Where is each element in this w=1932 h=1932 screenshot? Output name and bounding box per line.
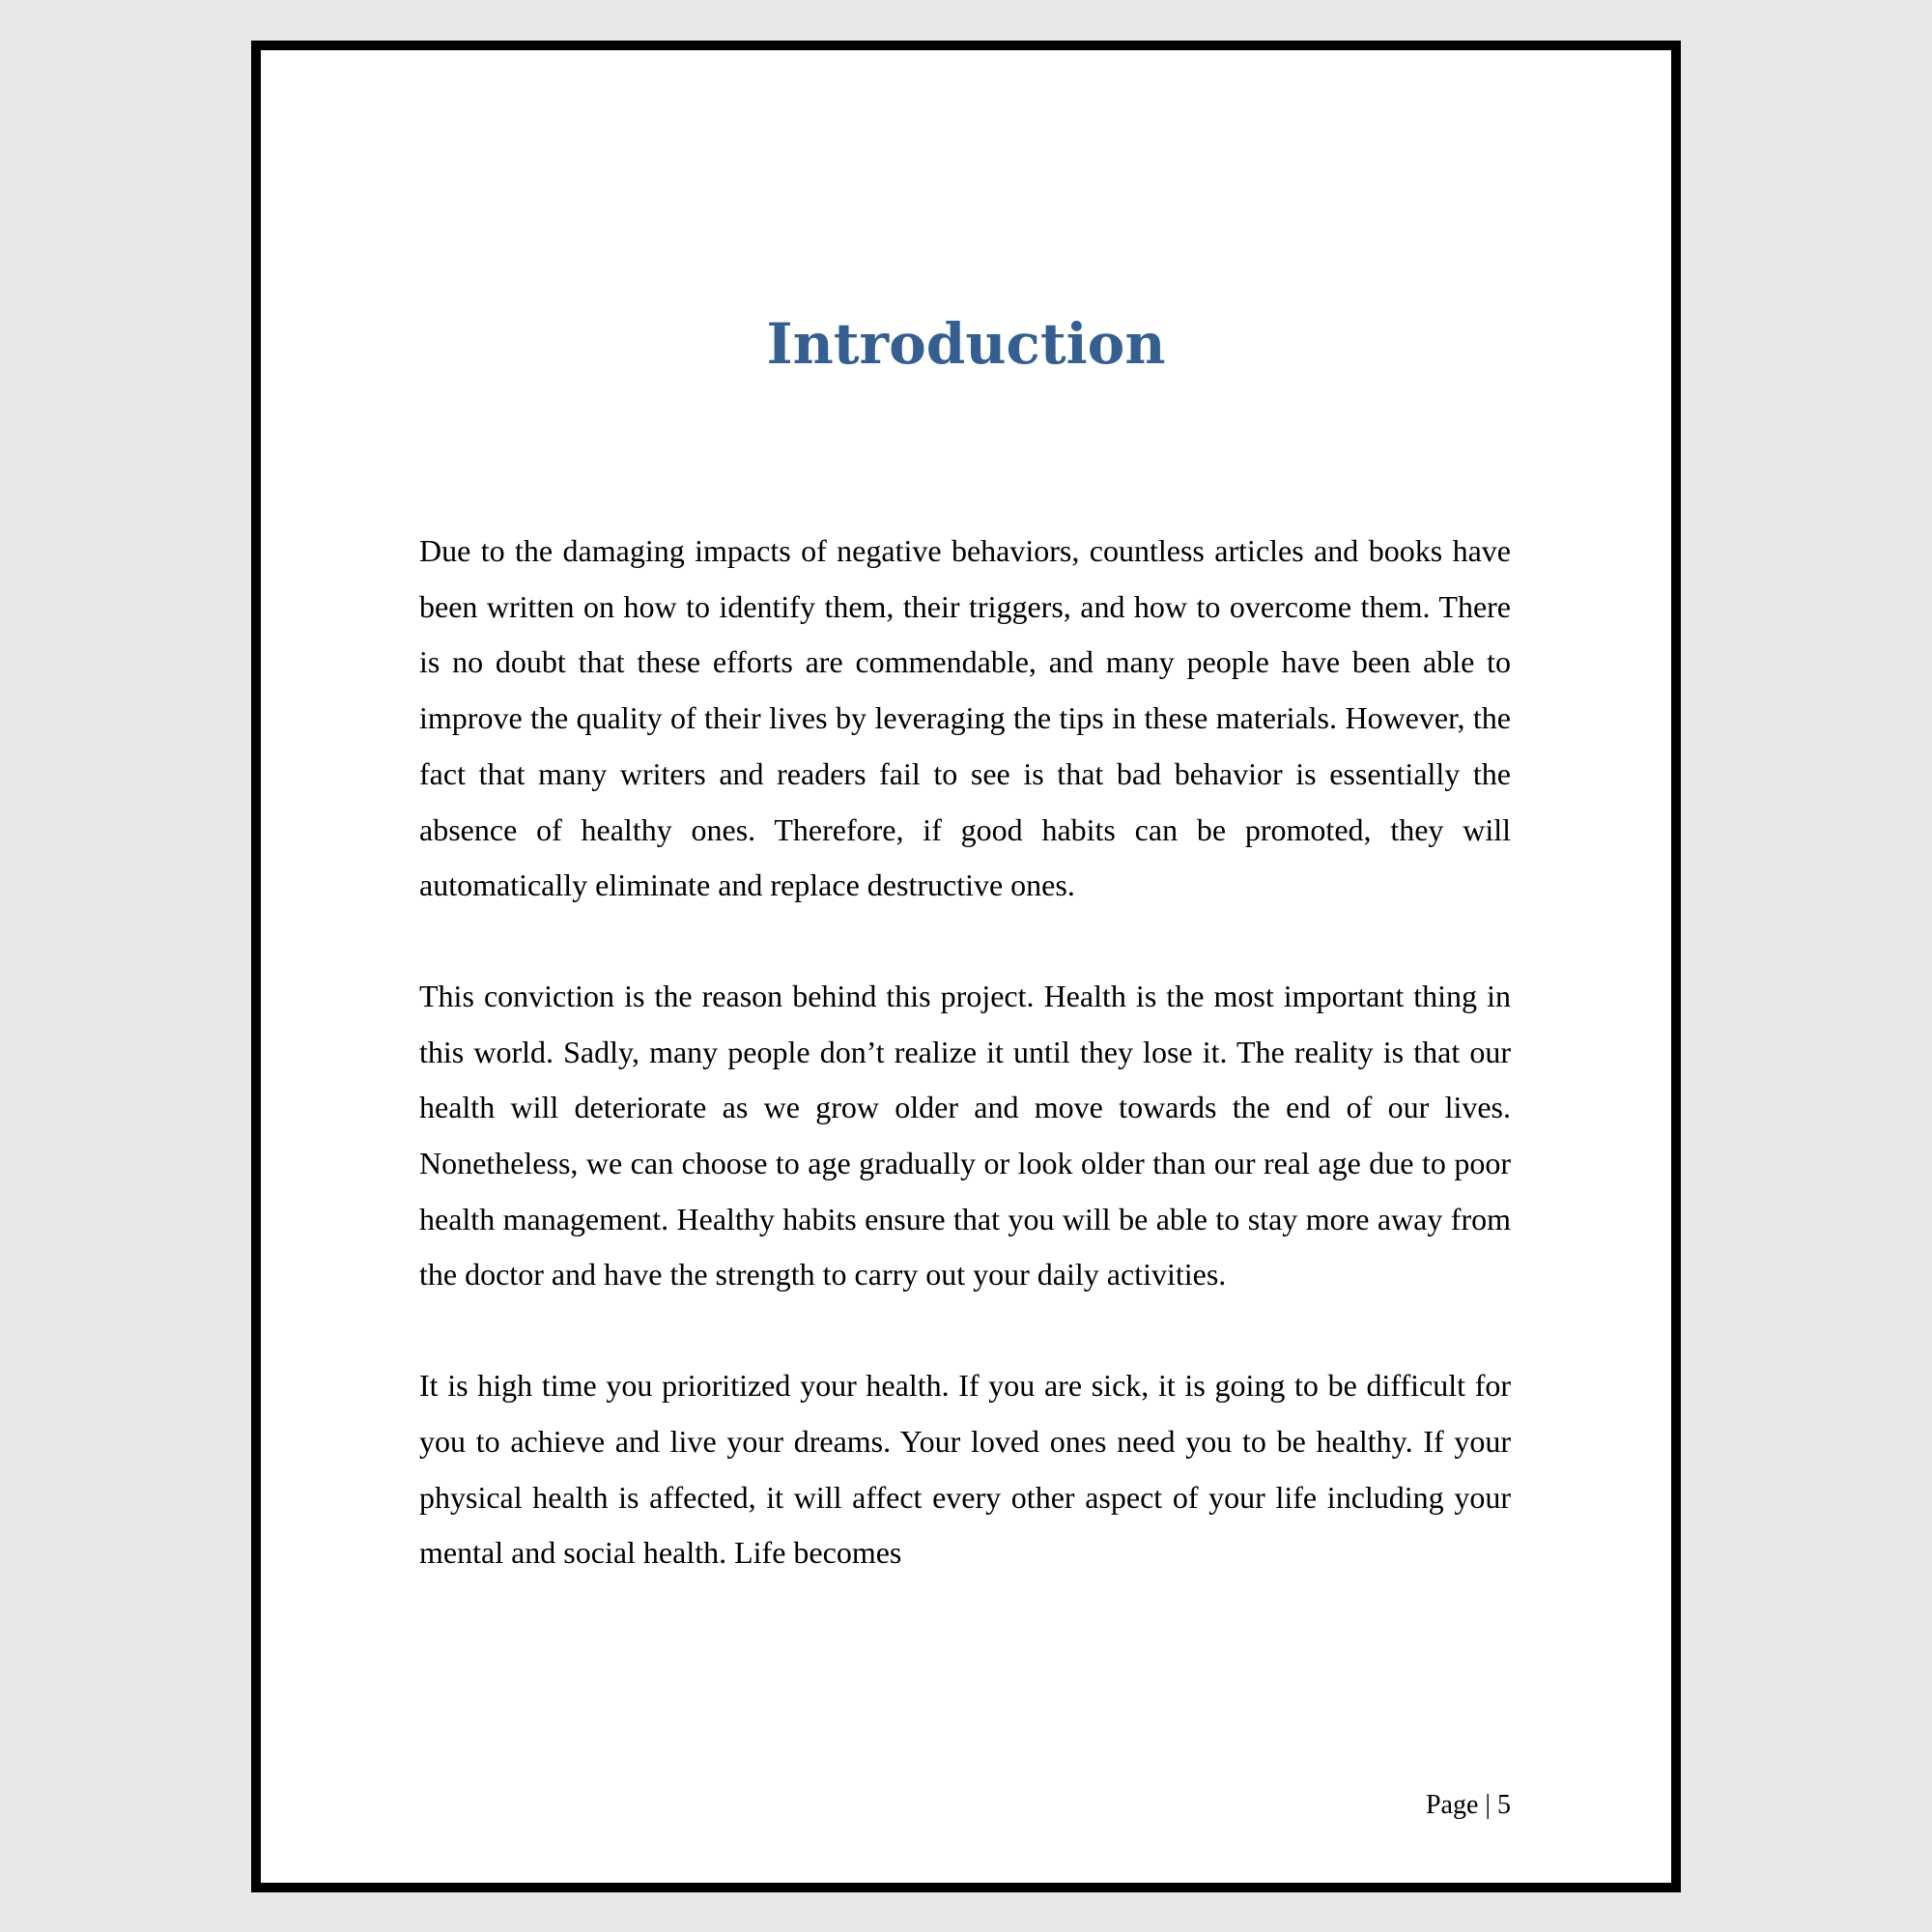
- paragraph-3: It is high time you prioritized your health. If you are sick, it is going to be difficult for you to achieve and live your dreams. Your loved ones need you to be healthy. If your physical health is affected, it will affect every other aspect of your life including your mental and social health. Life becomes: [419, 1368, 1511, 1571]
- body-text: [419, 524, 1511, 1636]
- paragraph-1: Due to the damaging impacts of negative behaviors, countless articles and books have been written on how to identify them, their triggers, and how to overcome them. There is no doubt that these efforts are commendable, and many people have been able to improve the quality of their lives by leveraging the tips in these materials. However, the fact that many writers and readers fail to see is that bad behavior is essentially the absence of healthy ones. Therefore, if good habits can be promoted, they will automatically eliminate and replace destructive ones.: [419, 533, 1511, 903]
- chapter-title: Introduction: [766, 311, 1166, 377]
- document-page: [251, 41, 1681, 1892]
- page-number: Page | 5: [1425, 1790, 1511, 1820]
- paragraph-2: This conviction is the reason behind this project. Health is the most important thing in this world. Sadly, many people don’t realize it until they lose it. The reality is that our health will deteriorate as we grow older and move towards the end of our lives. Nonetheless, we can choose to age gradually or look older than our real age due to poor health management. Healthy habits ensure that you will be able to stay more away from the doctor and have the strength to carry out your daily activities.: [419, 978, 1511, 1293]
